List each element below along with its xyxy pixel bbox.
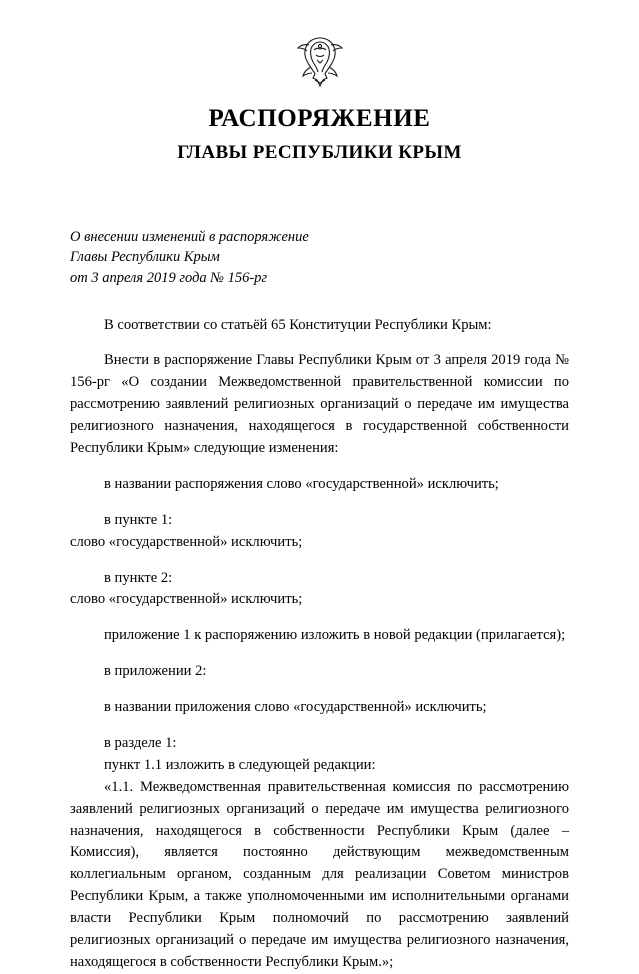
document-title: РАСПОРЯЖЕНИЕ — [208, 105, 431, 132]
paragraph-item-1-1-header: пункт 1.1 изложить в следующей редакции: — [104, 756, 376, 773]
document-body — [70, 315, 569, 974]
paragraph-annex-1: приложение 1 к распоряжению изложить в новой редакции (прилагается); — [104, 627, 566, 644]
paragraph-item-1-header: в пункте 1: — [104, 511, 173, 528]
paragraph-item-2-header: в пункте 2: — [104, 569, 173, 586]
document-subject — [70, 227, 569, 289]
paragraph-item-1-change: слово «государственной» исключить; — [70, 533, 303, 550]
paragraph-amendment-intro: Внести в распоряжение Главы Республики Крым от 3 апреля 2019 года № 156-рг «О создании Межведомственной правительственной комиссии по рассмотрению заявлений религиозных организаций о передаче им имущества религиозного назначения, находящегося в государственной собственности Республики Крым» следующие изменения: — [70, 352, 569, 456]
subject-line-3: от 3 апреля 2019 года № 156-рг — [70, 269, 268, 286]
document-title-block — [70, 104, 569, 165]
paragraph-item-1-1-text: «1.1. Межведомственная правительственная комиссия по рассмотрению заявлений религиозных организаций о передаче им имущества религиозного назначения, находящегося в собственности Республики Крым (далее – Комиссия), является постоянно действующим межведомственным коллегиальным органом, созданным для реализации Советом министров Республики Крым, а также уполномоченными им исполнительными органами власти Республики Крым полномочий по рассмотрению заявлений религиозных организаций о передаче им имущества религиозного назначения, находящегося в собственности Республики Крым.»; — [70, 778, 569, 970]
subject-line-1: О внесении изменений в распоряжение — [70, 228, 309, 245]
paragraph-annex-2-header: в приложении 2: — [104, 663, 207, 680]
paragraph-section-1-header: в разделе 1: — [104, 735, 177, 751]
paragraph-annex-2-title-change: в названии приложения слово «государственной» исключить; — [104, 699, 487, 716]
coat-of-arms-icon — [70, 0, 569, 78]
document-subtitle: ГЛАВЫ РЕСПУБЛИКИ КРЫМ — [177, 142, 462, 163]
paragraph-item-2-change: слово «государственной» исключить; — [70, 591, 303, 608]
subject-line-2: Главы Республики Крым — [70, 249, 220, 266]
paragraph-preamble: В соответствии со статьёй 65 Конституции Республики Крым: — [104, 316, 492, 333]
paragraph-title-change: в названии распоряжения слово «государственной» исключить; — [104, 475, 499, 492]
